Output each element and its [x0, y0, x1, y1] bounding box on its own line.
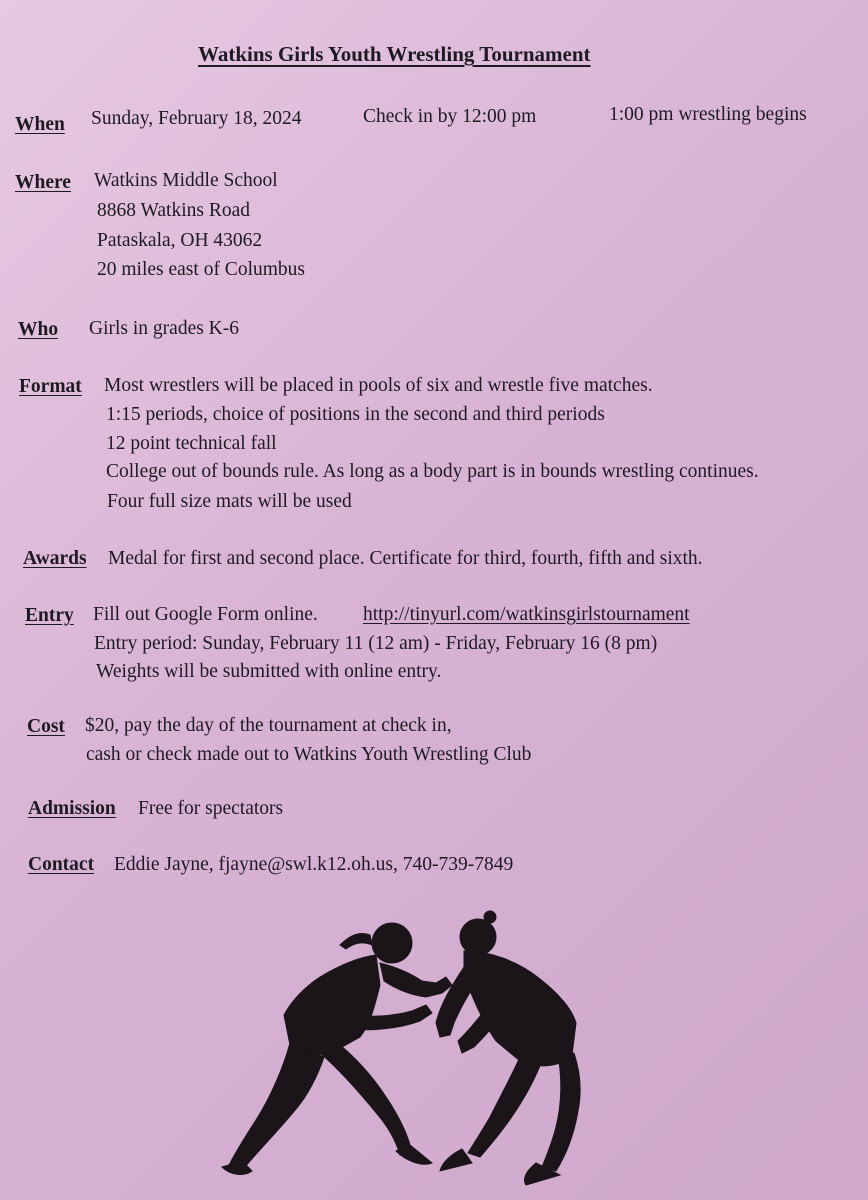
- where-line: Watkins Middle School: [94, 170, 278, 191]
- admission-text: Free for spectators: [138, 798, 284, 819]
- format-line: 1:15 periods, choice of positions in the second and third periods: [106, 404, 605, 425]
- awards-text: Medal for first and second place. Certificate for third, fourth, fifth and sixth.: [108, 548, 703, 569]
- contact-text: Eddie Jayne, fjayne@swl.k12.oh.us, 740-739-7849: [114, 854, 514, 875]
- who-text: Girls in grades K-6: [89, 318, 240, 339]
- wrestlers-silhouette-icon: [200, 905, 620, 1200]
- cost-label: Cost: [27, 716, 65, 737]
- left-wrestler: [222, 923, 452, 1174]
- entry-line: Entry period: Sunday, February 11 (12 am) - Friday, February 16 (8 pm): [94, 633, 658, 654]
- when-label: When: [15, 114, 65, 135]
- when-date: Sunday, February 18, 2024: [91, 108, 302, 129]
- format-line: Four full size mats will be used: [107, 491, 352, 512]
- awards-label: Awards: [23, 548, 87, 569]
- entry-label: Entry: [25, 605, 74, 626]
- when-start: 1:00 pm wrestling begins: [609, 104, 807, 125]
- cost-line: cash or check made out to Watkins Youth Wrestling Club: [86, 744, 532, 765]
- right-wrestler: [436, 911, 580, 1185]
- where-line: Pataskala, OH 43062: [97, 230, 263, 251]
- who-label: Who: [18, 319, 59, 340]
- contact-label: Contact: [28, 854, 95, 875]
- page-title: Watkins Girls Youth Wrestling Tournament: [198, 42, 591, 66]
- where-line: 8868 Watkins Road: [97, 200, 250, 221]
- when-checkin: Check in by 12:00 pm: [363, 106, 537, 127]
- format-label: Format: [19, 376, 82, 397]
- entry-text: Fill out Google Form online.: [93, 604, 318, 625]
- cost-line: $20, pay the day of the tournament at check in,: [85, 715, 452, 736]
- format-line: College out of bounds rule. As long as a body part is in bounds wrestling continues.: [106, 461, 759, 482]
- entry-line: Weights will be submitted with online entry.: [96, 661, 442, 682]
- format-line: 12 point technical fall: [106, 433, 277, 454]
- where-label: Where: [15, 172, 71, 193]
- where-line: 20 miles east of Columbus: [97, 259, 305, 280]
- entry-url-link[interactable]: http://tinyurl.com/watkinsgirlstournament: [363, 604, 690, 625]
- format-line: Most wrestlers will be placed in pools of six and wrestle five matches.: [104, 375, 653, 396]
- admission-label: Admission: [28, 798, 116, 819]
